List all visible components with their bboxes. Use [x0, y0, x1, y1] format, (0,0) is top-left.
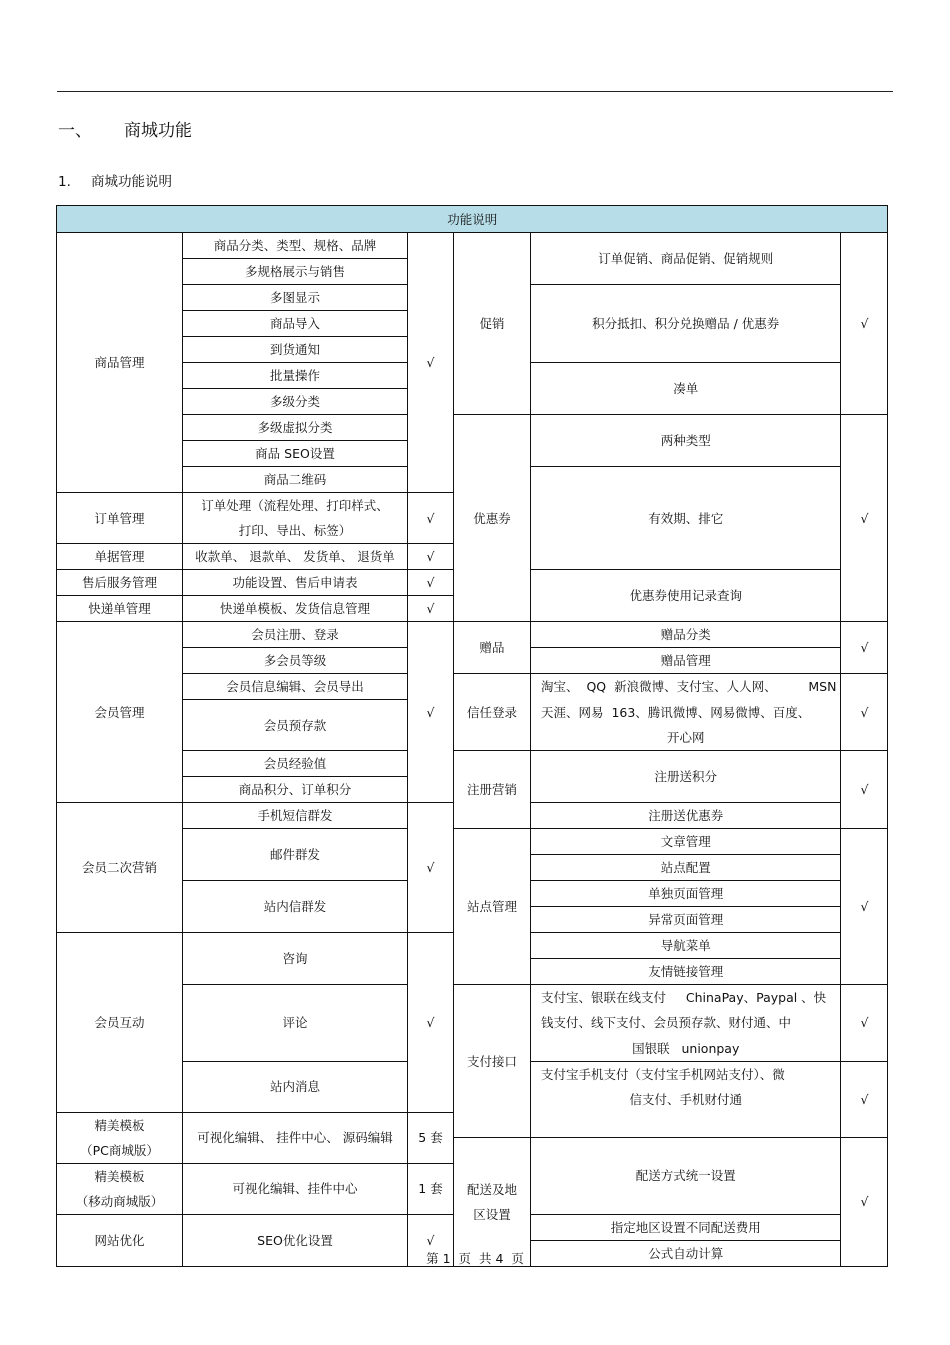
feature-item: 批量操作 — [183, 363, 408, 389]
feature-item: 凑单 — [531, 363, 841, 415]
feature-item: 多图显示 — [183, 285, 408, 311]
feature-item: 咨询 — [183, 933, 408, 985]
category-delivery — [454, 1138, 531, 1267]
feature-item: 异常页面管理 — [531, 907, 841, 933]
category-delivery-line2: 区设置 — [473, 1206, 511, 1222]
section-number: 一、 — [58, 121, 92, 141]
subsection-heading — [58, 170, 172, 190]
category-gift: 赠品 — [454, 622, 531, 674]
category-seo: 网站优化 — [57, 1214, 183, 1266]
feature-item: 积分抵扣、积分兑换赠品 / 优惠券 — [531, 285, 841, 363]
feature-item: 多会员等级 — [183, 648, 408, 674]
feature-table — [56, 205, 888, 1267]
check-mark: √ — [841, 622, 888, 674]
feature-item-line2: 钱支付、线下支付、会员预存款、财付通、中 — [531, 1010, 841, 1036]
category-product-mgmt: 商品管理 — [57, 233, 183, 493]
subsection-title: 商城功能说明 — [91, 174, 172, 190]
category-payment: 支付接口 — [454, 985, 531, 1138]
category-reg-marketing: 注册营销 — [454, 751, 531, 829]
feature-item: SEO优化设置 — [183, 1214, 408, 1266]
check-mark: √ — [408, 1214, 454, 1266]
feature-item: 注册送积分 — [531, 751, 841, 803]
feature-item: 文章管理 — [531, 829, 841, 855]
category-template-mobile-line1: 精美模板 — [94, 1168, 145, 1184]
feature-item: 公式自动计算 — [531, 1240, 841, 1266]
feature-item: 可视化编辑、 挂件中心、 源码编辑 — [183, 1112, 408, 1163]
check-mark: √ — [841, 674, 888, 751]
footer-total: 4 — [495, 1251, 504, 1266]
check-mark: √ — [408, 544, 454, 570]
set-count: 5 套 — [408, 1112, 454, 1163]
feature-item: 会员信息编辑、会员导出 — [183, 674, 408, 700]
feature-item: 多级虚拟分类 — [183, 415, 408, 441]
feature-item: 会员注册、登录 — [183, 622, 408, 648]
category-after-sales: 售后服务管理 — [57, 570, 183, 596]
feature-item-line2: 天涯、网易 163、腾讯微博、网易微博、百度、 — [531, 700, 841, 726]
category-template-pc-line2: （PC商城版） — [80, 1142, 159, 1158]
check-mark: √ — [408, 493, 454, 544]
check-mark: √ — [841, 751, 888, 829]
category-member-mgmt: 会员管理 — [57, 622, 183, 803]
set-count: 1 套 — [408, 1163, 454, 1214]
feature-item: 商品分类、类型、规格、品牌 — [183, 233, 408, 259]
feature-item: 赠品分类 — [531, 622, 841, 648]
feature-item: 站内消息 — [183, 1061, 408, 1112]
feature-item-line3: 国银联 unionpay — [531, 1036, 841, 1062]
check-mark: √ — [408, 596, 454, 622]
spacer-cell — [531, 1112, 841, 1138]
category-express: 快递单管理 — [57, 596, 183, 622]
feature-item: 可视化编辑、挂件中心 — [183, 1163, 408, 1214]
feature-item: 注册送优惠券 — [531, 803, 841, 829]
category-member-interact: 会员互动 — [57, 933, 183, 1113]
feature-item: 友情链接管理 — [531, 959, 841, 985]
category-coupon: 优惠券 — [454, 415, 531, 622]
feature-item: 邮件群发 — [183, 829, 408, 881]
footer-mid: 页 共 — [450, 1251, 496, 1266]
footer-prefix: 第 — [426, 1251, 443, 1266]
check-mark: √ — [841, 233, 888, 415]
footer-suffix: 页 — [503, 1251, 524, 1266]
category-template-mobile — [57, 1163, 183, 1214]
feature-item: 多规格展示与销售 — [183, 259, 408, 285]
feature-item-line1: 淘宝、 QQ 新浪微博、支付宝、人人网、 MSN — [531, 674, 841, 700]
category-promotion: 促销 — [454, 233, 531, 415]
page-footer — [0, 1249, 950, 1267]
feature-item: 功能设置、售后申请表 — [183, 570, 408, 596]
section-heading — [58, 116, 192, 141]
category-trust-login: 信任登录 — [454, 674, 531, 751]
feature-item: 订单促销、商品促销、促销规则 — [531, 233, 841, 285]
feature-item-line2: 信支付、手机财付通 — [531, 1087, 841, 1113]
feature-item: 商品导入 — [183, 311, 408, 337]
feature-item: 快递单模板、发货信息管理 — [183, 596, 408, 622]
feature-item: 收款单、 退款单、 发货单、 退货单 — [183, 544, 408, 570]
feature-item: 两种类型 — [531, 415, 841, 467]
check-mark: √ — [408, 933, 454, 1113]
feature-item: 有效期、排它 — [531, 467, 841, 570]
footer-page: 1 — [442, 1251, 451, 1266]
subsection-number: 1. — [58, 174, 71, 190]
header-rule — [57, 91, 893, 92]
feature-item-line1: 支付宝手机支付（支付宝手机网站支付）、微 — [531, 1061, 841, 1087]
check-mark: √ — [408, 570, 454, 596]
check-mark: √ — [408, 622, 454, 803]
feature-item-line2: 打印、导出、标签） — [183, 518, 408, 544]
feature-item: 指定地区设置不同配送费用 — [531, 1214, 841, 1240]
feature-item-line1: 订单处理（流程处理、打印样式、 — [183, 493, 408, 519]
check-mark: √ — [841, 1061, 888, 1138]
check-mark: √ — [408, 803, 454, 933]
check-mark: √ — [841, 415, 888, 622]
feature-item: 会员预存款 — [183, 700, 408, 751]
feature-item: 商品二维码 — [183, 467, 408, 493]
feature-item: 多级分类 — [183, 389, 408, 415]
feature-item-line3: 开心网 — [531, 725, 841, 751]
feature-item: 会员经验值 — [183, 751, 408, 777]
feature-item: 商品积分、订单积分 — [183, 777, 408, 803]
feature-item: 手机短信群发 — [183, 803, 408, 829]
category-member-marketing: 会员二次营销 — [57, 803, 183, 933]
check-mark: √ — [841, 985, 888, 1062]
feature-item: 赠品管理 — [531, 648, 841, 674]
check-mark: √ — [841, 829, 888, 985]
feature-item: 优惠券使用记录查询 — [531, 570, 841, 622]
feature-item-line1: 支付宝、银联在线支付 ChinaPay、Paypal 、快 — [531, 985, 841, 1011]
category-doc-mgmt: 单据管理 — [57, 544, 183, 570]
feature-item: 评论 — [183, 985, 408, 1062]
category-order-mgmt: 订单管理 — [57, 493, 183, 544]
table-header: 功能说明 — [57, 206, 888, 233]
section-title: 商城功能 — [124, 121, 192, 141]
feature-item: 单独页面管理 — [531, 881, 841, 907]
feature-item: 站内信群发 — [183, 881, 408, 933]
category-template-pc-line1: 精美模板 — [94, 1117, 145, 1133]
check-mark: √ — [408, 233, 454, 493]
feature-item: 商品 SEO设置 — [183, 441, 408, 467]
category-site-mgmt: 站点管理 — [454, 829, 531, 985]
feature-item: 导航菜单 — [531, 933, 841, 959]
feature-item: 配送方式统一设置 — [531, 1138, 841, 1215]
check-mark: √ — [841, 1138, 888, 1267]
category-template-mobile-line2: （移动商城版） — [75, 1193, 164, 1209]
feature-item: 到货通知 — [183, 337, 408, 363]
category-template-pc — [57, 1112, 183, 1163]
feature-item: 站点配置 — [531, 855, 841, 881]
category-delivery-line1: 配送及地 — [466, 1181, 517, 1197]
